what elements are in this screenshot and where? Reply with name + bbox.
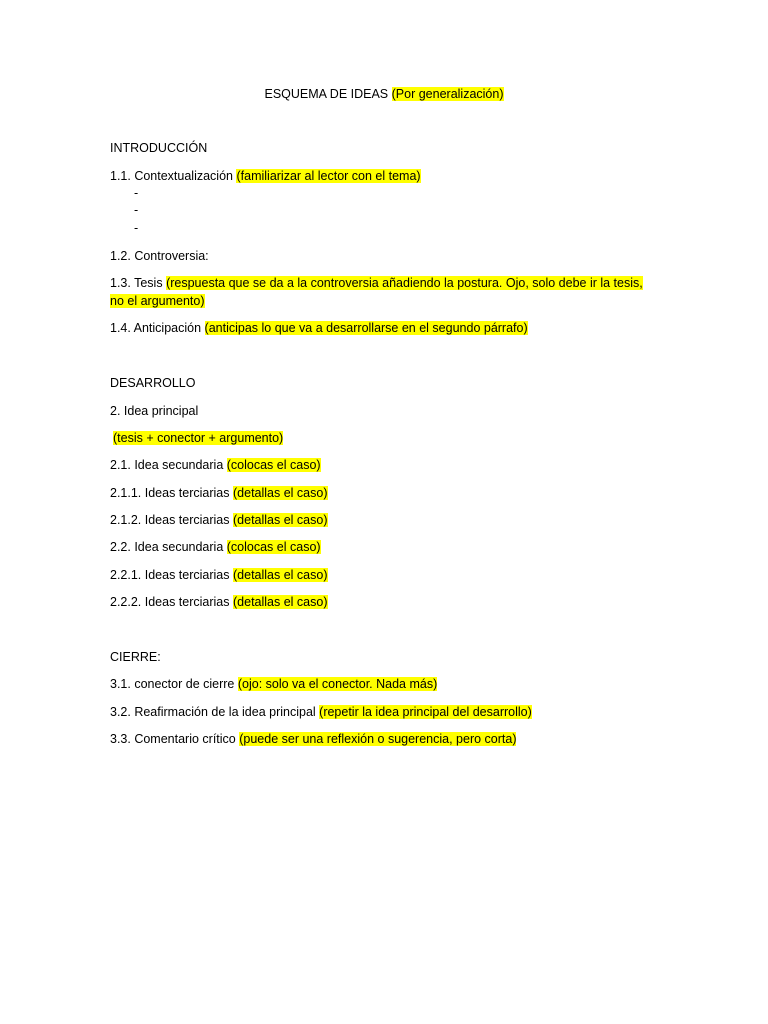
cierre-item <box>110 676 437 693</box>
cierre-heading: CIERRE: <box>110 650 161 664</box>
desarrollo-item <box>110 457 321 474</box>
desarrollo-heading: DESARROLLO <box>110 376 196 390</box>
intro-item-anticipacion <box>110 320 528 337</box>
item-note: (colocas el caso) <box>226 540 321 554</box>
item-note: (detallas el caso) <box>233 486 328 500</box>
item-label: 2.1. Idea secundaria <box>110 458 224 472</box>
intro-item-tesis <box>110 275 643 292</box>
item-note: (tesis + conector + argumento) <box>113 431 284 445</box>
item-label: 2.1.1. Ideas terciarias <box>110 486 230 500</box>
item-note: (anticipas lo que va a desarrollarse en el segundo párrafo) <box>204 321 528 335</box>
item-note: (familiarizar al lector con el tema) <box>236 169 421 183</box>
item-label: 2.2. Idea secundaria <box>110 540 224 554</box>
page-title <box>0 86 768 103</box>
intro-heading: INTRODUCCIÓN <box>110 141 208 155</box>
item-note: (respuesta que se da a la controversia añadiendo la postura. Ojo, solo debe ir la tesis, <box>166 276 643 290</box>
item-label: 2.2.1. Ideas terciarias <box>110 568 230 582</box>
item-label: 2.2.2. Ideas terciarias <box>110 595 230 609</box>
desarrollo-item <box>110 567 328 584</box>
desarrollo-item <box>110 485 328 502</box>
item-note: (puede ser una reflexión o sugerencia, pero corta) <box>239 732 517 746</box>
item-label: 1.1. Contextualización <box>110 169 233 183</box>
desarrollo-idea-principal-note <box>113 430 283 447</box>
item-note: (detallas el caso) <box>233 568 328 582</box>
intro-item-contextualizacion <box>110 168 421 185</box>
cierre-item <box>110 731 516 748</box>
item-label: 1.4. Anticipación <box>110 321 202 335</box>
item-label: 2.1.2. Ideas terciarias <box>110 513 230 527</box>
item-note: (ojo: solo va el conector. Nada más) <box>237 677 438 691</box>
intro-item-controversia: 1.2. Controversia: <box>110 249 209 263</box>
intro-item-tesis-continued <box>110 293 205 310</box>
item-label: 3.1. conector de cierre <box>110 677 235 691</box>
item-label: 3.3. Comentario crítico <box>110 732 236 746</box>
item-note: (repetir la idea principal del desarrollo) <box>319 705 532 719</box>
desarrollo-idea-principal: 2. Idea principal <box>110 404 199 418</box>
desarrollo-item <box>110 539 321 556</box>
title-note: (Por generalización) <box>391 87 504 101</box>
item-label: 3.2. Reafirmación de la idea principal <box>110 705 316 719</box>
dash-item: - <box>134 221 139 235</box>
cierre-item <box>110 704 532 721</box>
item-note: (detallas el caso) <box>233 513 328 527</box>
desarrollo-item <box>110 512 328 529</box>
item-note: (detallas el caso) <box>233 595 328 609</box>
dash-item: - <box>134 203 139 217</box>
desarrollo-item <box>110 594 328 611</box>
title-main: ESQUEMA DE IDEAS <box>264 87 389 101</box>
item-label: 1.3. Tesis <box>110 276 163 290</box>
item-note: no el argumento) <box>110 294 205 308</box>
dash-item: - <box>134 186 139 200</box>
item-note: (colocas el caso) <box>226 458 321 472</box>
